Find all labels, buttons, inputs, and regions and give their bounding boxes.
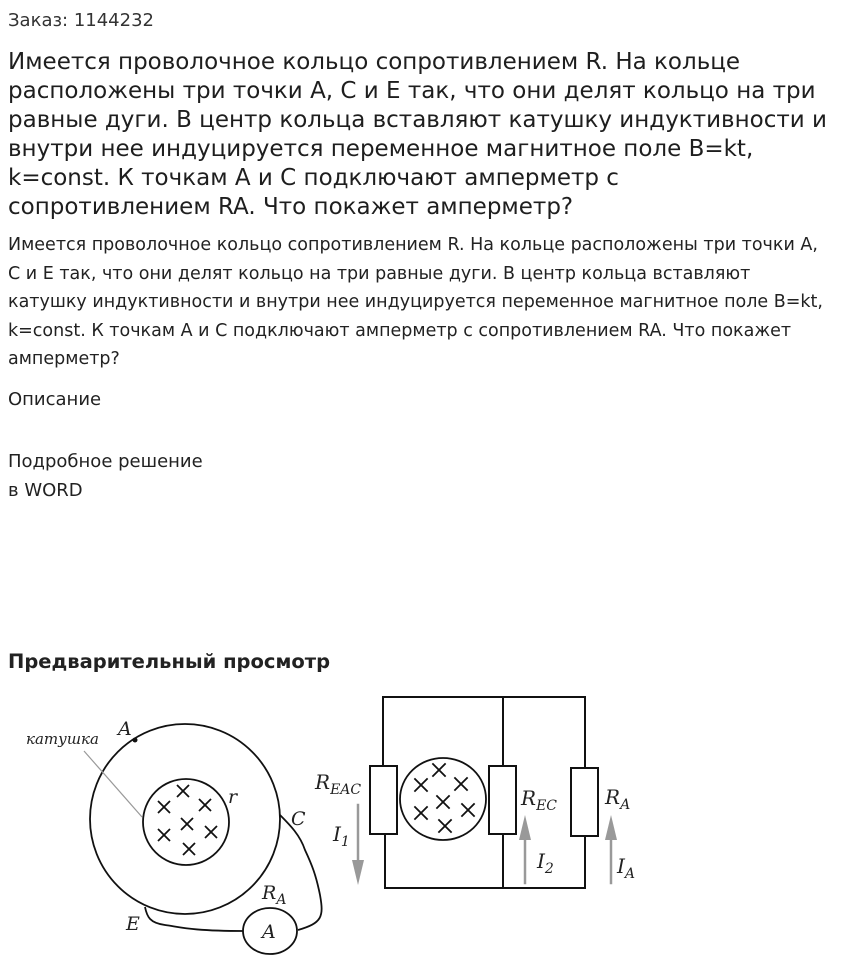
svg-text:REAC	[314, 770, 361, 798]
problem-text: Имеется проволочное кольцо сопротивлением R. На кольце расположены три точки A, C и E так, что они делят кольцо на три равные дуги. В центр кольца вставляют катушку индуктивности и внутри нее индуцируется переменное магнитное поле B=kt, k=const. К точкам A и C подключают амперметр с сопротивлением RA. Что покажет амперметр?	[8, 235, 823, 369]
svg-text:I2	[536, 849, 554, 877]
preview-heading: Предварительный просмотр	[8, 650, 331, 673]
r-a-label: R	[605, 785, 621, 809]
r-ec-label: R	[521, 786, 537, 810]
resistor-r-a	[571, 768, 598, 836]
point-e-label: E	[126, 913, 140, 935]
r-eac-subscript: EAC	[330, 782, 362, 798]
arrow-i2	[519, 815, 531, 883]
i1-subscript: 1	[340, 834, 350, 850]
point-a-label: A	[118, 718, 132, 740]
ammeter-letter: A	[262, 921, 276, 943]
svg-text:I1	[332, 822, 350, 850]
order-number: Заказ: 1144232	[8, 10, 154, 31]
svg-text:RA	[604, 785, 630, 813]
description-line-2: в WORD	[8, 480, 83, 501]
svg-text:IA	[616, 854, 635, 882]
ammeter-resistance-subscript: A	[276, 892, 287, 908]
r-ec-subscript: EC	[536, 798, 557, 814]
preview-figure	[0, 685, 700, 965]
ia-subscript: A	[624, 866, 636, 882]
coil-field-marks	[158, 785, 217, 855]
arrow-i1	[352, 805, 364, 885]
r-a-subscript: A	[620, 797, 631, 813]
ammeter-resistance-label: R	[262, 882, 277, 904]
ring-diagram	[26, 718, 322, 954]
point-a-dot	[133, 738, 138, 743]
i2-subscript: 2	[544, 861, 554, 877]
i1-label: I	[333, 822, 341, 846]
resistor-r-ec	[489, 766, 516, 834]
radius-label: r	[228, 786, 238, 808]
equivalent-circuit	[314, 697, 635, 888]
wire-ring	[90, 724, 280, 914]
arrow-ia	[605, 815, 617, 883]
svg-text:REC	[520, 786, 557, 814]
r-eac-label: R	[315, 770, 331, 794]
description-label: Описание	[8, 389, 102, 410]
coil-pointer-line	[84, 751, 142, 817]
problem-title: Имеется проволочное кольцо сопротивлением R. На кольце расположены три точки A, C и E так, что они делят кольцо на три равные дуги. В центр кольца вставляют катушку индуктивности и внутри нее индуцируется переменное магнитное поле B=kt, k=const. К точкам A и C подключают амперметр с сопротивлением RA. Что покажет амперметр?	[8, 49, 827, 220]
i2-label: I	[537, 849, 545, 873]
point-c-label: C	[291, 808, 306, 830]
description-line-1: Подробное решение	[8, 451, 203, 472]
resistor-r-eac	[370, 766, 397, 834]
coil-label: катушка	[26, 730, 99, 748]
ia-label: I	[617, 854, 625, 878]
svg-text:RA	[261, 882, 286, 908]
